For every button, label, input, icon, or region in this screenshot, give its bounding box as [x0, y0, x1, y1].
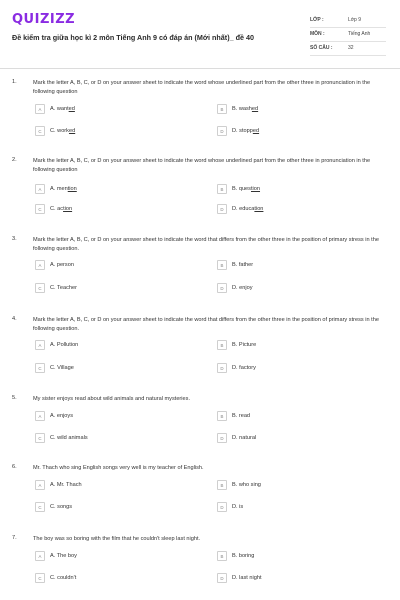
question-number: 6. [12, 464, 17, 470]
option-text: A. wanted [50, 106, 75, 112]
worksheet-header [0, 0, 400, 69]
question-text: Mark the letter A, B, C, or D on your answer sheet to indicate the word that differs from the other three in the position of primary stress in the following question. [33, 317, 379, 332]
option-text: A. person [50, 262, 74, 268]
option-text: C. couldn't [50, 575, 77, 581]
option-text: C. wild animals [50, 435, 88, 441]
document-title: Đề kiểm tra giữa học kì 2 môn Tiếng Anh 9 có đáp án (Mới nhất)_ đề 40 [12, 33, 254, 42]
answer-option-d[interactable] [217, 202, 263, 216]
option-text: B. read [232, 413, 251, 419]
meta-value: 32 [348, 45, 354, 51]
question-number: 1. [12, 79, 17, 85]
answer-option-b[interactable] [217, 549, 254, 563]
answer-option-a[interactable] [35, 478, 82, 492]
option-letter-box: A [35, 184, 45, 194]
answer-option-c[interactable] [35, 281, 77, 295]
option-text: B. question [232, 186, 261, 192]
meta-label: SỐ CÂU : [310, 45, 333, 51]
answer-option-a[interactable] [35, 409, 73, 423]
option-text: A. mention [50, 186, 77, 192]
answer-option-c[interactable] [35, 124, 75, 138]
quizizz-logo: QUIZIZZ [12, 12, 76, 27]
option-text: A. Mr. Thach [50, 482, 82, 488]
option-letter-box: C [35, 502, 45, 512]
option-text: B. Picture [232, 342, 257, 348]
question-number: 3. [12, 236, 17, 242]
option-letter-box: A [35, 551, 45, 561]
question-text: Mr. Thach who sing English songs very well is my teacher of English. [33, 465, 204, 471]
meta-table [310, 14, 386, 56]
option-text: B. father [232, 262, 254, 268]
answer-option-d[interactable] [217, 124, 259, 138]
option-text: D. last night [232, 575, 262, 581]
question-text: My sister enjoys read about wild animals and natural mysteries. [33, 396, 191, 402]
option-letter-box: C [35, 126, 45, 136]
answer-option-a[interactable] [35, 102, 75, 116]
option-letter-box: B [217, 411, 227, 421]
option-letter-box: C [35, 433, 45, 443]
meta-row-grade [310, 14, 386, 28]
option-letter-box: D [217, 363, 227, 373]
option-text: C. worked [50, 128, 76, 134]
answer-option-d[interactable] [217, 431, 256, 445]
meta-value: Tiếng Anh [348, 31, 371, 37]
answer-option-a[interactable] [35, 258, 74, 272]
answer-option-b[interactable] [217, 338, 256, 352]
question-text: The boy was so boring with the film that he couldn't sleep last night. [33, 536, 201, 542]
option-text: D. natural [232, 435, 257, 441]
option-letter-box: A [35, 104, 45, 114]
answer-option-c[interactable] [35, 500, 72, 514]
answer-option-b[interactable] [217, 102, 258, 116]
option-letter-box: B [217, 104, 227, 114]
option-letter-box: B [217, 480, 227, 490]
option-letter-box: D [217, 126, 227, 136]
option-letter-box: B [217, 184, 227, 194]
answer-option-a[interactable] [35, 338, 78, 352]
option-letter-box: C [35, 363, 45, 373]
option-text: B. boring [232, 553, 255, 559]
option-text: D. is [232, 504, 244, 510]
option-letter-box: D [217, 204, 227, 214]
option-text: C. action [50, 206, 73, 212]
answer-option-c[interactable] [35, 202, 72, 216]
question-text: Mark the letter A, B, C, or D on your answer sheet to indicate the word whose underlined part from the other three in pronunciation in the following question [33, 158, 371, 173]
option-text: B. who sing [232, 482, 261, 488]
option-letter-box: C [35, 283, 45, 293]
answer-option-d[interactable] [217, 500, 243, 514]
answer-option-c[interactable] [35, 571, 76, 585]
option-letter-box: B [217, 260, 227, 270]
option-text: C. Teacher [50, 285, 77, 291]
answer-option-a[interactable] [35, 549, 77, 563]
question-number: 4. [12, 316, 17, 322]
option-letter-box: B [217, 340, 227, 350]
answer-option-b[interactable] [217, 182, 260, 196]
option-text: A. enjoys [50, 413, 74, 419]
option-letter-box: D [217, 573, 227, 583]
answer-option-d[interactable] [217, 281, 253, 295]
question-text: Mark the letter A, B, C, or D on your answer sheet to indicate the word that differs from the other three in the position of primary stress in the following question. [33, 237, 379, 252]
question-number: 7. [12, 535, 17, 541]
option-text: D. factory [232, 365, 256, 371]
option-text: A. Pollution [50, 342, 79, 348]
option-text: D. education [232, 206, 264, 212]
option-text: D. enjoy [232, 285, 253, 291]
meta-row-count [310, 42, 386, 56]
answer-option-c[interactable] [35, 431, 88, 445]
meta-label: LỚP : [310, 17, 324, 23]
option-letter-box: A [35, 480, 45, 490]
option-letter-box: A [35, 340, 45, 350]
option-text: B. washed [232, 106, 259, 112]
answer-option-b[interactable] [217, 409, 250, 423]
meta-row-subject [310, 28, 386, 42]
answer-option-d[interactable] [217, 361, 256, 375]
question-text: Mark the letter A, B, C, or D on your answer sheet to indicate the word whose underlined part from the other three in pronunciation in the following question [33, 80, 371, 95]
option-text: A. The boy [50, 553, 77, 559]
answer-option-b[interactable] [217, 478, 261, 492]
option-letter-box: D [217, 283, 227, 293]
option-text: D. stopped [232, 128, 260, 134]
meta-label: MÔN : [310, 31, 325, 37]
option-text: C. Village [50, 365, 74, 371]
option-letter-box: D [217, 433, 227, 443]
answer-option-a[interactable] [35, 182, 77, 196]
question-number: 5. [12, 395, 17, 401]
answer-option-b[interactable] [217, 258, 253, 272]
option-letter-box: C [35, 204, 45, 214]
meta-value: Lớp 9 [348, 17, 362, 23]
option-text: C. songs [50, 504, 73, 510]
option-letter-box: B [217, 551, 227, 561]
option-letter-box: A [35, 411, 45, 421]
option-letter-box: C [35, 573, 45, 583]
option-letter-box: D [217, 502, 227, 512]
answer-option-c[interactable] [35, 361, 74, 375]
option-letter-box: A [35, 260, 45, 270]
answer-option-d[interactable] [217, 571, 262, 585]
question-number: 2. [12, 157, 17, 163]
